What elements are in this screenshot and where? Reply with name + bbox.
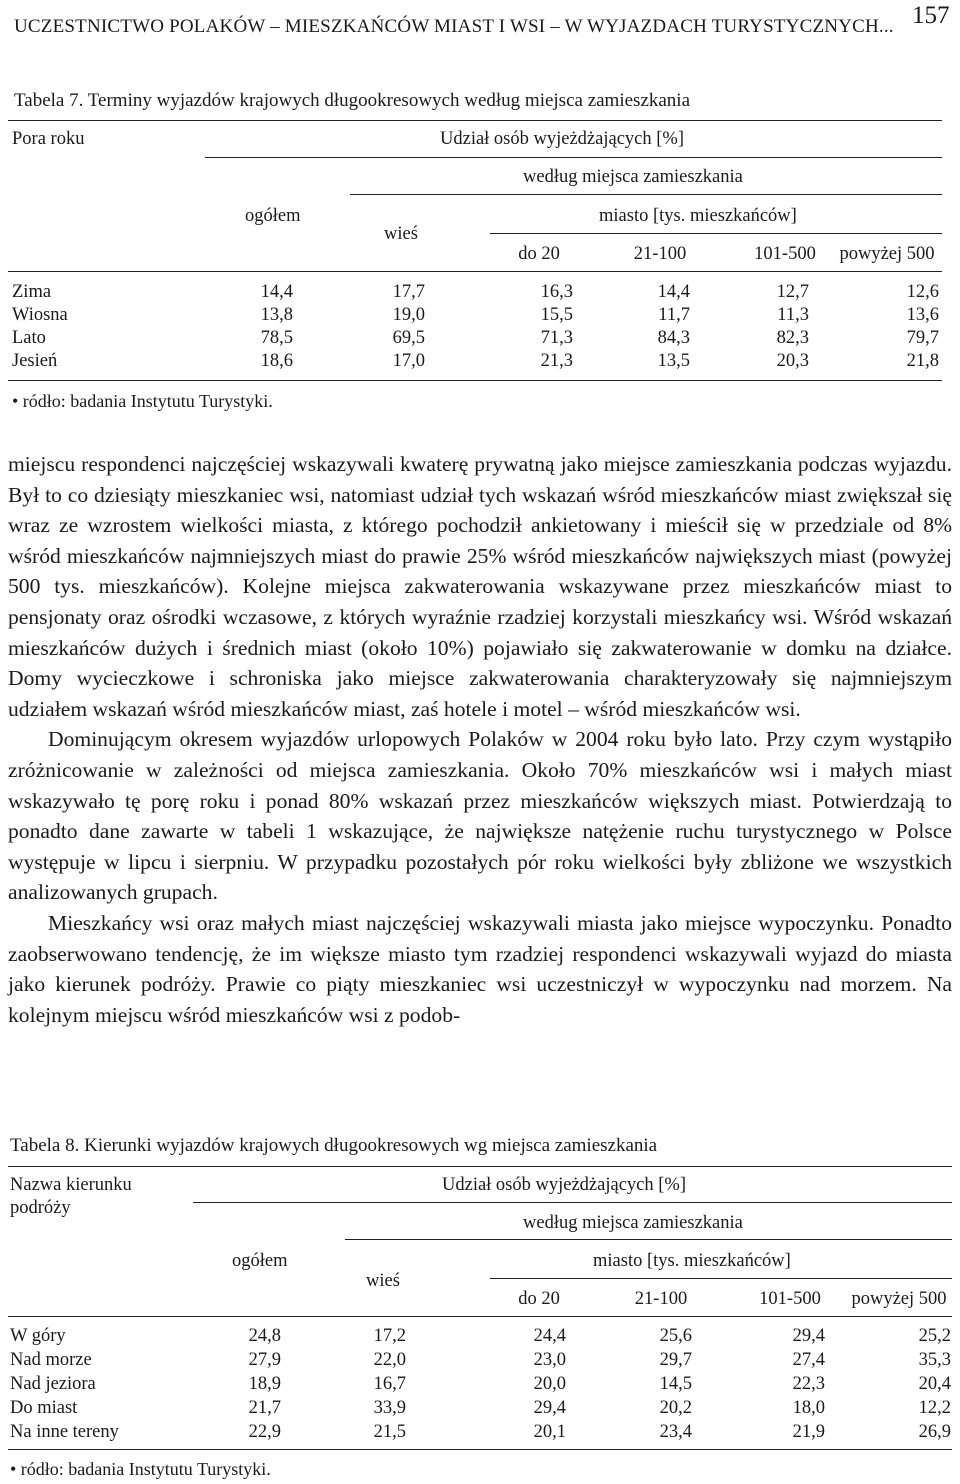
value-cell: 29,7 [659,1350,692,1370]
value-cell: 20,4 [918,1374,951,1394]
header-rule [345,1239,952,1240]
value-cell: 79,7 [906,328,939,348]
value-cell: 12,2 [918,1398,951,1418]
value-cell: 27,4 [792,1350,825,1370]
body-text [8,449,952,1030]
value-cell: 82,3 [776,328,809,348]
value-cell: 21,9 [792,1422,825,1442]
value-cell: 29,4 [533,1398,566,1418]
subgroup-header: według miejsca zamieszkania [523,1213,743,1233]
value-cell: 20,3 [776,351,809,371]
value-cell: 21,3 [540,351,573,371]
row-label: Zima [12,282,52,302]
value-cell: 11,3 [777,305,809,325]
value-cell: 13,8 [260,305,293,325]
value-cell: 21,5 [373,1422,406,1442]
city-header: miasto [tys. mieszkańców] [599,206,797,226]
row-label: Jesień [12,351,58,371]
value-cell: 24,8 [248,1326,281,1346]
table-source: • ródło: badania Instytutu Turystyki. [12,391,273,411]
page-header [0,0,960,60]
table-caption: Tabela 8. Kierunki wyjazdów krajowych długookresowych wg miejsca zamieszkania [10,1135,658,1156]
value-cell: 25,2 [918,1326,951,1346]
value-cell: 25,6 [659,1326,692,1346]
row-label: Nad jeziora [10,1374,96,1394]
group-header: Udział osób wyjeżdżających [%] [442,1175,686,1195]
table-source: • ródło: badania Instytutu Turystyki. [10,1459,271,1479]
value-cell: 33,9 [373,1398,406,1418]
value-cell: 71,3 [540,328,573,348]
value-cell: 27,9 [248,1350,281,1370]
value-cell: 21,7 [248,1398,281,1418]
value-cell: 21,8 [906,351,939,371]
table-top-rule [8,1166,952,1167]
value-cell: 16,3 [540,282,573,302]
col-header-city: do 20 [518,244,560,264]
col-header-city: 101-500 [759,1289,821,1309]
col-header-total: ogółem [232,1251,288,1271]
value-cell: 29,4 [792,1326,825,1346]
col-header-city: 21-100 [633,244,687,264]
col-header-city: powyżej 500 [839,244,935,264]
col-header-village: wieś [384,224,418,244]
col-header-city: 101-500 [754,244,816,264]
value-cell: 13,6 [906,305,939,325]
row-label: Na inne tereny [10,1422,119,1442]
value-cell: 12,7 [776,282,809,302]
value-cell: 17,0 [392,351,425,371]
table-bottom-rule [8,1449,952,1450]
row-label: Nad morze [10,1350,92,1370]
page-number: 157 [912,2,950,29]
value-cell: 19,0 [392,305,425,325]
value-cell: 18,6 [260,351,293,371]
header-rule [490,233,942,234]
table-caption: Tabela 7. Terminy wyjazdów krajowych długookresowych według miejsca zamieszkania [14,90,691,111]
paragraph: Mieszkańcy wsi oraz małych miast najczęściej wskazywali miasta jako miejsce wypoczynku. Ponadto zaobserwowano tendencję, że im większe miasto tym rzadziej respondenci wskazywali wyjazd do miasta jako kierunek podróży. Prawie co piąty mieszkaniec wsi uczestniczył w wypoczynku nad morzem. Na kolejnym miejscu wśród mieszkańców wsi z podob- [8,910,952,1027]
value-cell: 22,0 [373,1350,406,1370]
value-cell: 35,3 [918,1350,951,1370]
value-cell: 23,0 [533,1350,566,1370]
value-cell: 15,5 [540,305,573,325]
value-cell: 11,7 [658,305,690,325]
value-cell: 14,5 [659,1374,692,1394]
value-cell: 16,7 [373,1374,406,1394]
value-cell: 22,3 [792,1374,825,1394]
value-cell: 26,9 [918,1422,951,1442]
row-label: Do miast [10,1398,78,1418]
value-cell: 17,2 [373,1326,406,1346]
value-cell: 22,9 [248,1422,281,1442]
header-bottom-rule [8,271,942,272]
paragraph: Dominującym okresem wyjazdów urlopowych Polaków w 2004 roku było lato. Przy czym wystąpiło zróżnicowanie w zależności od miejsca zamieszkania. Około 70% mieszkańców wsi i małych miast wskazywało tę porę roku i ponad 80% wskazań przez mieszkańców większych miast. Potwierdzają to ponadto dane zawarte w tabeli 1 wskazujące, że największe natężenie ruchu turystycznego w Polsce występuje w lipcu i sierpniu. W przypadku pozostałych pór roku wielkości były zbliżone we wszystkich analizowanych grupach. [8,727,952,905]
value-cell: 20,1 [533,1422,566,1442]
header-rule [193,1202,952,1203]
row-label: Wiosna [12,305,68,325]
subgroup-header: według miejsca zamieszkania [523,167,743,187]
value-cell: 78,5 [260,328,293,348]
value-cell: 14,4 [260,282,293,302]
col-header-total: ogółem [245,206,301,226]
table-bottom-rule [8,380,942,381]
col-header-city: 21-100 [634,1289,688,1309]
city-header: miasto [tys. mieszkańców] [593,1251,791,1271]
col-header-city: do 20 [518,1289,560,1309]
header-bottom-rule [8,1316,952,1317]
col-header-village: wieś [366,1271,400,1291]
row-header: Nazwa kierunku [10,1175,132,1195]
row-label: Lato [12,328,46,348]
row-header: Pora roku [12,129,85,149]
row-header: podróży [10,1198,71,1218]
value-cell: 69,5 [392,328,425,348]
value-cell: 84,3 [657,328,690,348]
value-cell: 20,2 [659,1398,692,1418]
table-top-rule [8,120,942,121]
header-rule [490,1278,952,1279]
header-rule [205,157,942,158]
paragraph: miejscu respondenci najczęściej wskazywali kwaterę prywatną jako miejsce zamieszkania podczas wyjazdu. Był to co dziesiąty mieszkaniec wsi, natomiast udział tych wskazań wśród mieszkańców miast zwiększał się wraz ze wzrostem wielkości miasta, z którego pochodził ankietowany i mieścił się w przedziale od 8% wśród mieszkańców najmniejszych miast do prawie 25% wśród mieszkańców największych miast (powyżej 500 tys. mieszkańców). Kolejne miejsca zakwaterowania wskazywane przez mieszkańców miast to pensjonaty oraz ośrodki wczasowe, z których wyraźnie rzadziej korzystali mieszkańcy wsi. Wśród wskazań mieszkańców dużych i średnich miast (około 10%) pojawiało się zakwaterowanie w domku na działce. Domy wycieczkowe i schroniska jako miejsce zakwaterowania charakteryzowały się najmniejszym udziałem wskazań wśród mieszkańców miast, zaś hotele i motel – wśród mieszkańców wsi. [8,452,952,721]
running-title: UCZESTNICTWO POLAKÓW – MIESZKAŃCÓW MIAST I WSI – W WYJAZDACH TURYSTYCZNYCH... [14,16,894,37]
group-header: Udział osób wyjeżdżających [%] [440,129,684,149]
value-cell: 23,4 [659,1422,692,1442]
header-rule [350,194,942,195]
value-cell: 14,4 [657,282,690,302]
value-cell: 13,5 [657,351,690,371]
value-cell: 12,6 [906,282,939,302]
value-cell: 18,0 [792,1398,825,1418]
row-label: W góry [10,1326,66,1346]
value-cell: 18,9 [248,1374,281,1394]
value-cell: 24,4 [533,1326,566,1346]
value-cell: 20,0 [533,1374,566,1394]
col-header-city: powyżej 500 [851,1289,947,1309]
value-cell: 17,7 [392,282,425,302]
